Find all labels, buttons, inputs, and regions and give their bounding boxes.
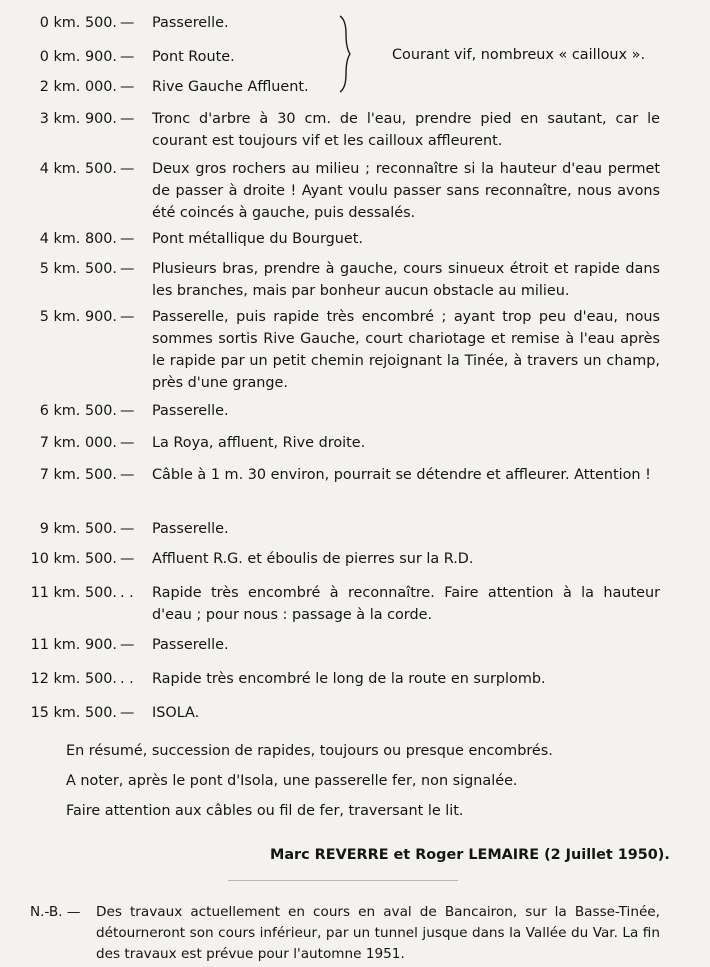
- entry-text: Tronc d'arbre à 30 cm. de l'eau, prendre pied en sautant, car le courant est toujours vif et les cailloux affleurent.: [152, 111, 660, 149]
- entry-separator: —: [120, 551, 135, 567]
- km-marker: 4 km. 800.: [39, 231, 117, 247]
- km-marker: 6 km. 500.: [39, 403, 117, 419]
- km-marker: 7 km. 500.: [39, 467, 117, 483]
- entry-text: Rapide très encombré à reconnaître. Faire attention à la hauteur d'eau ; pour nous : passage à la corde.: [152, 585, 660, 623]
- entry-separator: —: [120, 309, 135, 325]
- km-marker: 2 km. 000.: [39, 79, 117, 95]
- entry-separator: —: [120, 111, 135, 127]
- nb-label: N.-B. —: [30, 904, 81, 920]
- entry-separator: —: [120, 403, 135, 419]
- km-marker: 0 km. 900.: [39, 49, 117, 65]
- side-note: Courant vif, nombreux « cailloux ».: [392, 47, 646, 63]
- km-marker: 7 km. 000.: [39, 435, 117, 451]
- km-marker: 0 km. 500.: [39, 15, 117, 31]
- entry-separator: —: [120, 261, 135, 277]
- curly-brace: [336, 14, 352, 94]
- entry-separator: —: [120, 161, 135, 177]
- entry-text: Passerelle.: [152, 15, 229, 31]
- km-marker: 3 km. 900.: [39, 111, 117, 127]
- entry-text: Passerelle, puis rapide très encombré ; ayant trop peu d'eau, nous sommes sortis Rive Gauche, court chariotage et remise à l'eau après le rapide par un petit chemin rejoignant la Tinée, à travers un champ, près d'une grange.: [152, 309, 660, 391]
- entry-text: Câble à 1 m. 30 environ, pourrait se détendre et affleurer. Attention !: [152, 467, 651, 483]
- entry-text: Deux gros rochers au milieu ; reconnaître si la hauteur d'eau permet de passer à droite ! Ayant voulu passer sans reconnaître, nous avons été coincés à gauche, puis dessalés.: [152, 161, 660, 221]
- km-marker: 12 km. 500.: [30, 671, 117, 687]
- nb-text: Des travaux actuellement en cours en aval de Bancairon, sur la Basse-Tinée, détourneront son cours inférieur, par un tunnel jusque dans la Vallée du Var. La fin des travaux est prévue pour l'automne 1951.: [96, 904, 660, 962]
- km-marker: 10 km. 500.: [30, 551, 117, 567]
- entry-separator: —: [120, 231, 135, 247]
- km-marker: 9 km. 500.: [39, 521, 117, 537]
- entry-text: Passerelle.: [152, 637, 229, 653]
- signature: Marc REVERRE et Roger LEMAIRE (2 Juillet 1950).: [270, 847, 670, 863]
- entry-separator: —: [120, 79, 135, 95]
- km-marker: 5 km. 500.: [39, 261, 117, 277]
- km-marker: 11 km. 500.: [30, 585, 117, 601]
- entry-separator: —: [120, 15, 135, 31]
- km-marker: 11 km. 900.: [30, 637, 117, 653]
- entry-text: ISOLA.: [152, 705, 200, 721]
- entry-text: Pont métallique du Bourguet.: [152, 231, 363, 247]
- km-marker: 15 km. 500.: [30, 705, 117, 721]
- divider: [228, 880, 458, 881]
- entry-text: Pont Route.: [152, 49, 235, 65]
- entry-text: Affluent R.G. et éboulis de pierres sur la R.D.: [152, 551, 474, 567]
- entry-separator: —: [120, 49, 135, 65]
- entry-text: Rapide très encombré le long de la route en surplomb.: [152, 671, 546, 687]
- summary-line: Faire attention aux câbles ou fil de fer, traversant le lit.: [66, 803, 464, 819]
- summary-line: En résumé, succession de rapides, toujours ou presque encombrés.: [66, 743, 553, 759]
- entry-text: Passerelle.: [152, 403, 229, 419]
- km-marker: 5 km. 900.: [39, 309, 117, 325]
- entry-separator: —: [120, 521, 135, 537]
- entry-separator: . .: [120, 585, 134, 601]
- km-marker: 4 km. 500.: [39, 161, 117, 177]
- entry-text: Rive Gauche Affluent.: [152, 79, 309, 95]
- entry-text: Passerelle.: [152, 521, 229, 537]
- summary-line: A noter, après le pont d'Isola, une passerelle fer, non signalée.: [66, 773, 518, 789]
- entry-text: Plusieurs bras, prendre à gauche, cours sinueux étroit et rapide dans les branches, mais par bonheur aucun obstacle au milieu.: [152, 261, 660, 299]
- entry-text: La Roya, affluent, Rive droite.: [152, 435, 366, 451]
- entry-separator: —: [120, 435, 135, 451]
- entry-separator: —: [120, 467, 135, 483]
- entry-separator: —: [120, 705, 135, 721]
- entry-separator: . .: [120, 671, 134, 687]
- entry-separator: —: [120, 637, 135, 653]
